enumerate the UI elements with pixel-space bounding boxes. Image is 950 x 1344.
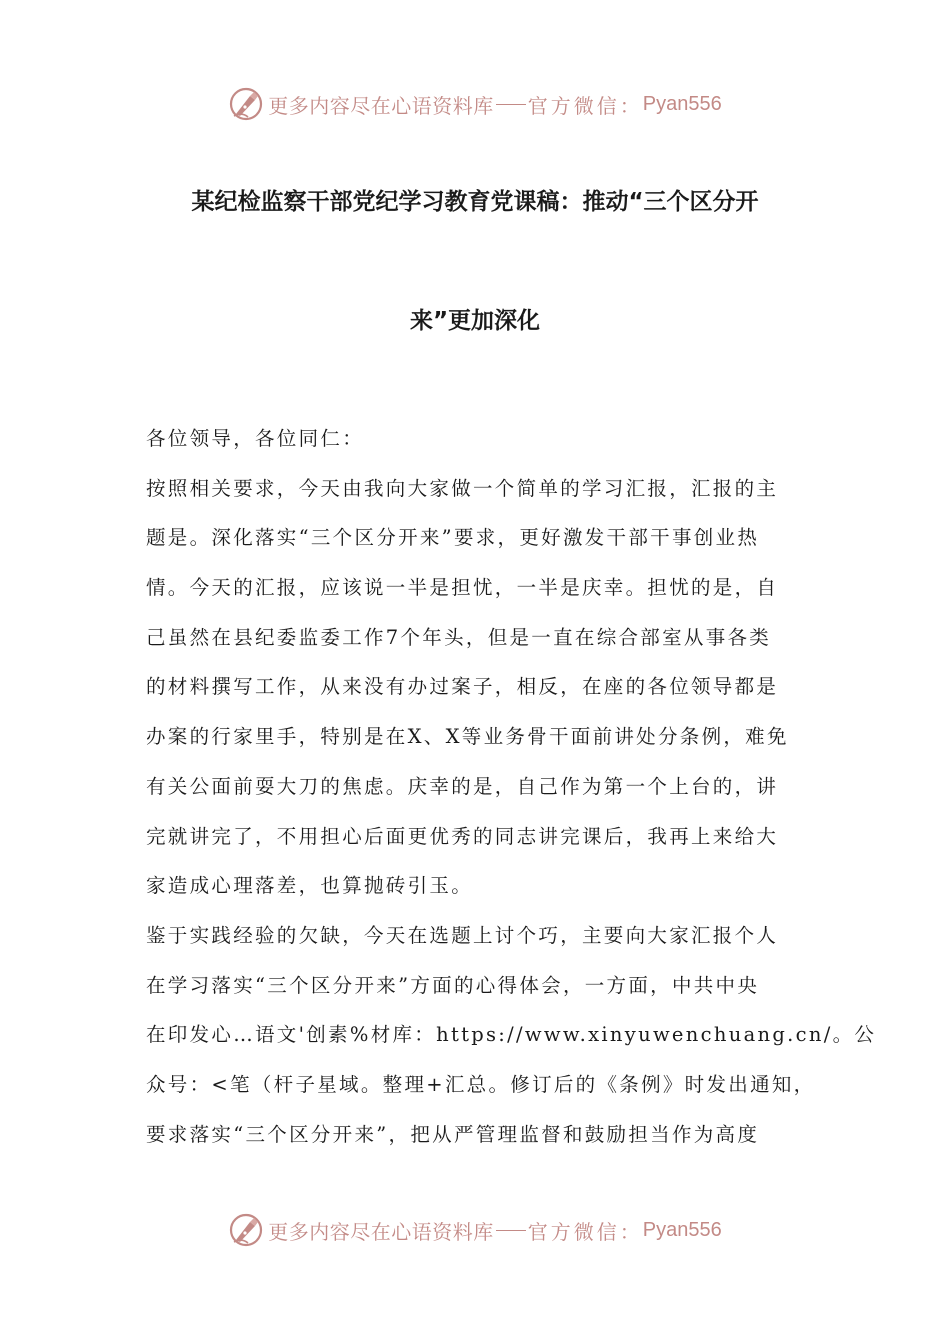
body-line: 完就讲完了，不用担心后面更优秀的同志讲完课后，我再上来给大: [146, 824, 779, 848]
document-title-line-1: 某纪检监察干部党纪学习教育党课稿：推动“三个区分开: [191, 189, 759, 215]
banner-site-text: 更多内容尽在心语资料库: [268, 1219, 494, 1244]
banner-wechat-label: 官方微信：: [527, 93, 643, 118]
document-title-line-2: 来”更加深化: [409, 308, 541, 334]
body-line: 鉴于实践经验的欠缺，今天在选题上讨个巧，主要向大家汇报个人: [146, 923, 779, 947]
banner-wechat-label: 官方微信：: [527, 1219, 643, 1244]
banner-wechat-id: Pyan556: [642, 92, 722, 115]
body-line: 题是。深化落实“三个区分开来”要求，更好激发干部干事创业热: [146, 526, 760, 550]
banner-dash: [496, 1230, 526, 1231]
body-line: 己虽然在县纪委监委工作7个年头，但是一直在综合部室从事各类: [146, 625, 772, 649]
body-line: 有关公面前耍大刀的焦虑。庆幸的是，自己作为第一个上台的，讲: [146, 774, 779, 798]
header-banner: [0, 82, 950, 126]
body-line: 在印发心…语文'创素%材库：https://www.xinyuwenchuang.cn/。公: [146, 1023, 877, 1047]
body-line: 各位领导，各位同仁：: [146, 427, 365, 450]
pen-nib-logo-icon: [228, 86, 264, 122]
body-line: 要求落实“三个区分开来”，把从严管理监督和鼓励担当作为高度: [146, 1122, 760, 1146]
footer-banner: [0, 1208, 950, 1252]
body-line: 家造成心理落差，也算抛砖引玉。: [146, 874, 474, 898]
body-line: 的材料撰写工作，从来没有办过案子，相反，在座的各位领导都是: [146, 675, 779, 699]
body-line: 在学习落实“三个区分开来”方面的心得体会，一方面，中共中央: [146, 973, 760, 997]
pen-nib-logo-icon: [228, 1212, 264, 1248]
banner-wechat-id: Pyan556: [642, 1218, 722, 1241]
banner-site-text: 更多内容尽在心语资料库: [268, 93, 494, 118]
body-line: 情。今天的汇报，应该说一半是担忧，一半是庆幸。担忧的是，自: [146, 576, 779, 600]
document-body: [146, 414, 877, 1159]
body-line: 办案的行家里手，特别是在X、X等业务骨干面前讲处分条例，难免: [146, 725, 789, 749]
banner-dash: [496, 104, 526, 105]
body-line: 众号：<笔（杆子星域。整理+汇总。修订后的《条例》时发出通知，: [146, 1072, 816, 1096]
body-line: 按照相关要求，今天由我向大家做一个简单的学习汇报，汇报的主: [146, 476, 779, 500]
